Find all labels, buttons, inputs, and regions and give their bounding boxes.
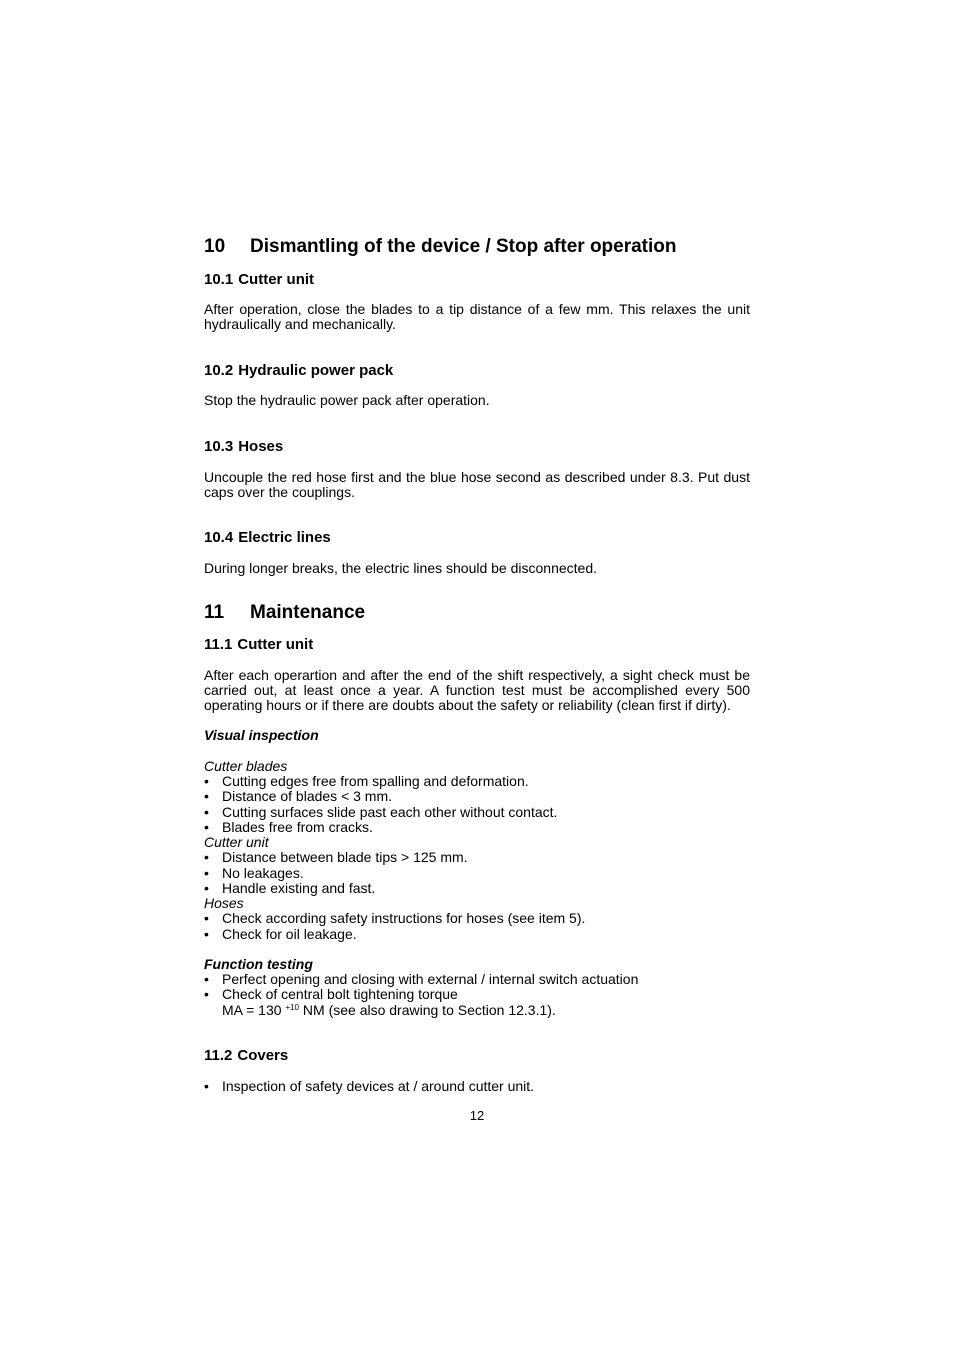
- list-item: • Perfect opening and closing with external / internal switch actuation: [204, 971, 639, 987]
- bullet-icon: •: [204, 986, 209, 1002]
- section-10-2-heading: 10.2 Hydraulic power pack: [204, 362, 394, 379]
- bullet-icon: •: [204, 819, 209, 835]
- section-10-3-heading: 10.3 Hoses: [204, 438, 284, 455]
- page-number: 12: [469, 1108, 485, 1123]
- list-item: • Check of central bolt tightening torque: [204, 986, 458, 1002]
- torque-spec: MA = 130 $^{+10}$ NM (see also drawing to Section 12.3.1).: [222, 1002, 556, 1018]
- torque-tolerance: +10: [285, 1003, 300, 1012]
- section-11-2-heading: 11.2 Covers: [204, 1047, 289, 1064]
- bullet-icon: •: [204, 773, 209, 789]
- bullet-icon: •: [204, 849, 209, 865]
- section-10-4-text: During longer breaks, the electric lines should be disconnected.: [204, 560, 598, 576]
- section-10-heading: 10 Dismantling of the device / Stop after operation: [204, 236, 677, 257]
- list-item: • Handle existing and fast.: [204, 880, 376, 896]
- section-10-4-heading: 10.4 Electric lines: [204, 529, 331, 546]
- section-10-1-text: After operation, close the blades to a tip distance of a few mm. This relaxes the unit hydraulically and mechanically.: [204, 301, 750, 333]
- hoses-label: Hoses: [204, 895, 244, 911]
- section-11-heading: 11 Maintenance: [204, 602, 366, 623]
- function-testing-heading: Function testing: [204, 956, 313, 972]
- list-item: • Cutting surfaces slide past each other without contact.: [204, 804, 558, 820]
- list-item: • Check according safety instructions for hoses (see item 5).: [204, 910, 586, 926]
- section-10-2-text: Stop the hydraulic power pack after operation.: [204, 392, 490, 408]
- list-item: • Distance between blade tips > 125 mm.: [204, 849, 468, 865]
- list-item: • No leakages.: [204, 865, 304, 881]
- section-10-3-text: Uncouple the red hose first and the blue hose second as described under 8.3. Put dust caps over the couplings.: [204, 469, 750, 501]
- list-item: • Cutting edges free from spalling and deformation.: [204, 773, 529, 789]
- list-item: • Check for oil leakage.: [204, 926, 357, 942]
- bullet-icon: •: [204, 910, 209, 926]
- list-item: • Distance of blades < 3 mm.: [204, 788, 393, 804]
- cutter-unit-label: Cutter unit: [204, 834, 269, 850]
- bullet-icon: •: [204, 865, 209, 881]
- cutter-blades-label: Cutter blades: [204, 758, 288, 774]
- list-item: • Inspection of safety devices at / around cutter unit.: [204, 1078, 535, 1094]
- list-item: • Blades free from cracks.: [204, 819, 373, 835]
- visual-inspection-heading: Visual inspection: [204, 727, 319, 743]
- bullet-icon: •: [204, 926, 209, 942]
- bullet-icon: •: [204, 1078, 209, 1094]
- bullet-icon: •: [204, 788, 209, 804]
- section-10-1-heading: 10.1 Cutter unit: [204, 271, 315, 288]
- bullet-icon: •: [204, 971, 209, 987]
- bullet-icon: •: [204, 880, 209, 896]
- section-11-1-text: After each operartion and after the end of the shift respectively, a sight check must be carried out, at least once a year. A function test must be accomplished every 500 operating hours or if there are doubts about the safety or reliability (clean first if dirty).: [204, 667, 750, 714]
- section-11-1-heading: 11.1 Cutter unit: [204, 636, 314, 653]
- bullet-icon: •: [204, 804, 209, 820]
